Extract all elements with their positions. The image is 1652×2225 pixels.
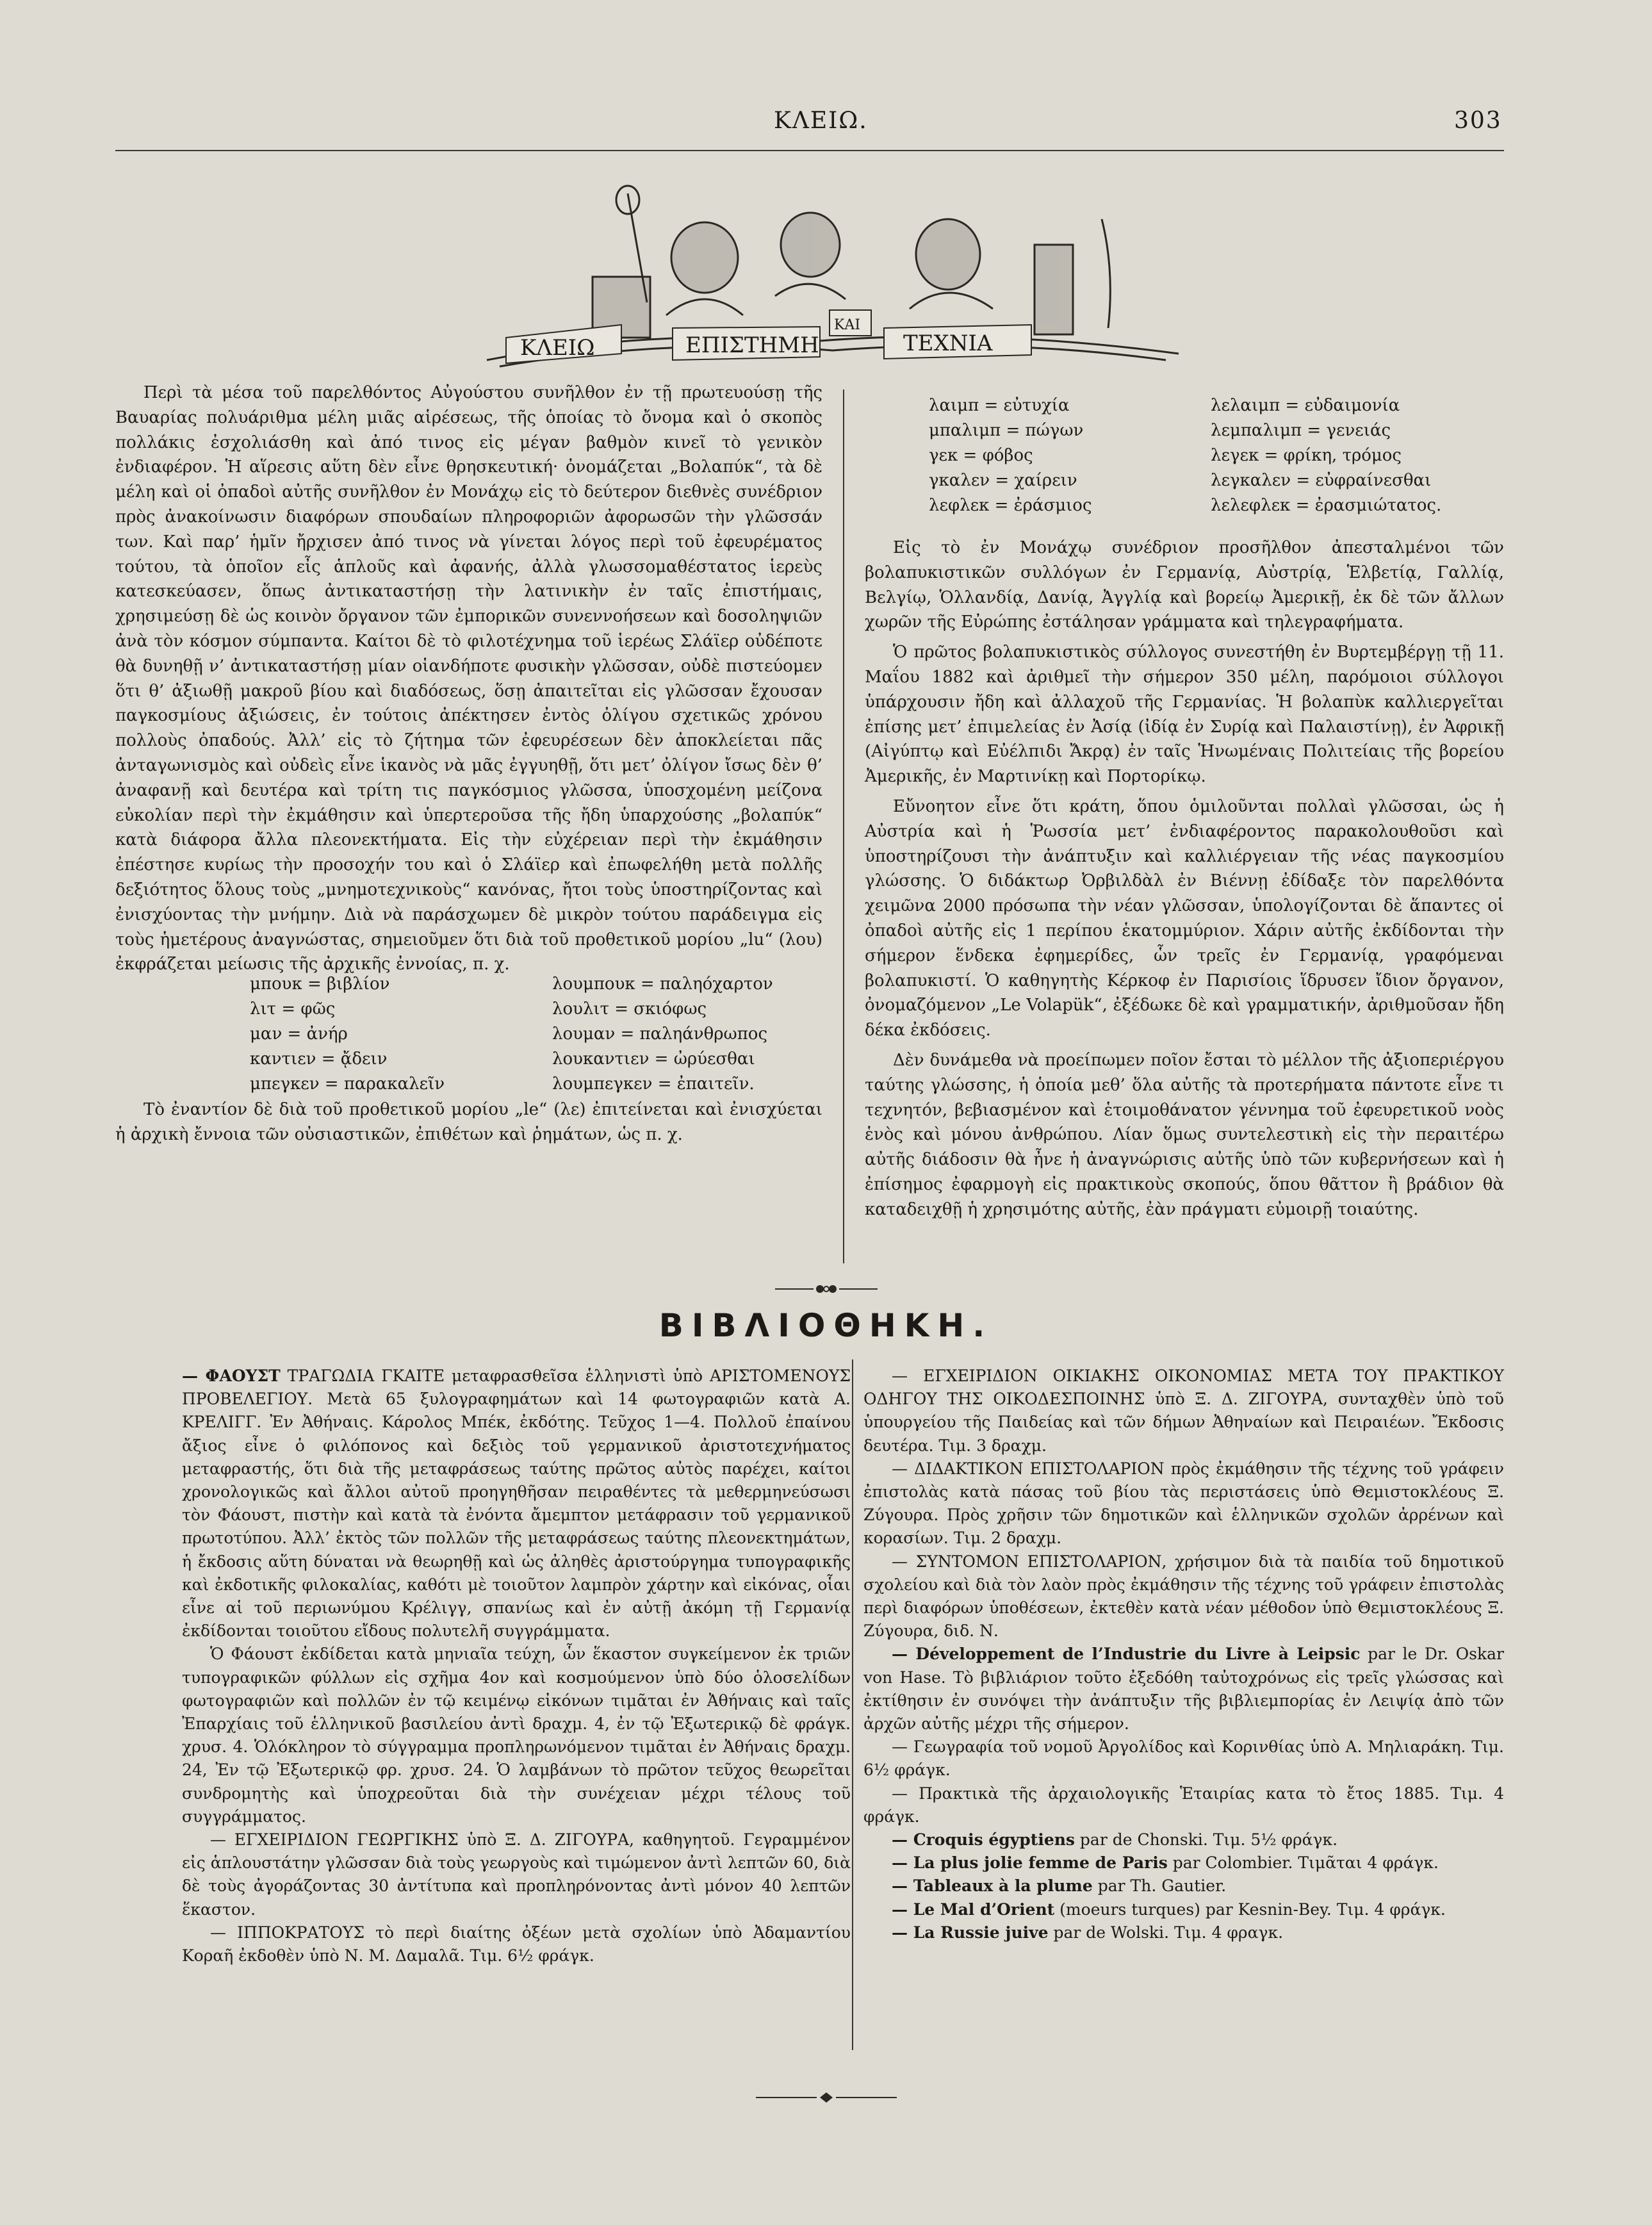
entry-title: — ΦΑΟΥΣΤ	[182, 1367, 281, 1385]
banner-label-art: ΤΕΧΝΙΑ	[903, 331, 993, 356]
ornament-divider	[775, 1279, 878, 1299]
library-entry	[863, 1898, 1504, 1921]
bottom-ornament	[756, 2090, 897, 2105]
wordlist-entry: μπαλιμπ = πώγων	[929, 421, 1084, 440]
wordlist-entry: μαν = ἀνήρ	[250, 1024, 348, 1044]
wordlist-entry: μπουκ = βιβλίον	[250, 974, 390, 994]
entry-title: — La Russie juive	[892, 1923, 1049, 1942]
entry-text: — ΙΠΠΟΚΡΑΤΟΥΣ τὸ περὶ διαίτης ὀξέων μετὰ σχολίων ὑπὸ Ἀδαμαντίου Κοραῆ ἐκδοθὲν ὑπὸ Ν. Μ. Δαμαλᾶ. Τιμ. 6½ φράγκ.	[182, 1923, 851, 1966]
library-entry	[182, 1643, 851, 1828]
library-entry	[863, 1851, 1504, 1875]
article-paragraph: Τὸ ἐναντίον δὲ διὰ τοῦ προθετικοῦ μορίου „le“ (λε) ἐπιτείνεται καὶ ἐνισχύεται ἡ ἀρχικὴ ἔννοια τῶν οὐσιαστικῶν, ἐπιθέτων καὶ ῥημάτων, ὡς π. χ.	[115, 1100, 822, 1144]
wordlist-entry: λεγκαλεν = εὐφραίνεσθαι	[1211, 471, 1432, 490]
wordlist-entry: λουμπουκ = παληόχαρτον	[552, 974, 773, 994]
wordlist-entry: λουκαντιεν = ὠρύεσθαι	[552, 1049, 755, 1069]
library-entry	[863, 1921, 1504, 1944]
library-entry	[182, 1828, 851, 1921]
wordlist-entry: λεμπαλιμπ = γενειάς	[1211, 421, 1391, 440]
entry-title: — La plus jolie femme de Paris	[892, 1853, 1168, 1873]
banner-illustration	[461, 168, 1204, 379]
entry-text: — Πρακτικὰ τῆς ἀρχαιολογικῆς Ἑταιρίας κατα τὸ ἔτος 1885. Τιμ. 4 φράγκ.	[863, 1784, 1504, 1826]
section-title: ΒΙΒΛΙΟΘΗΚΗ.	[658, 1307, 994, 1344]
entry-title: — Le Mal d’Orient	[892, 1900, 1055, 1919]
wordlist-entry: λουμαν = παληάνθρωπος	[552, 1024, 768, 1044]
wordlist-entry: λουλιτ = σκιόφως	[552, 999, 707, 1019]
library-entry	[863, 1365, 1504, 1457]
library-entry	[863, 1643, 1504, 1736]
article-left-column	[115, 381, 822, 977]
banner-label-clio: ΚΛΕΙΩ	[520, 335, 595, 361]
wordlist-entry: λιτ = φῶς	[250, 999, 336, 1019]
wordlist-entry: γεκ = φόβος	[929, 446, 1033, 465]
entry-text: par de Wolski. Τιμ. 4 φραγκ.	[1048, 1923, 1284, 1942]
article-left-after	[115, 1097, 822, 1147]
wordlist-entry: μπεγκεν = παρακαλεῖν	[250, 1074, 445, 1094]
wordlist-entry: λεγεκ = φρίκη, τρόμος	[1211, 446, 1402, 465]
library-entry	[863, 1550, 1504, 1643]
library-entry	[863, 1828, 1504, 1851]
entry-title: — Croquis égyptiens	[892, 1830, 1075, 1850]
entry-text: ΤΡΑΓΩΔΙΑ ΓΚΑΙΤΕ μεταφρασθεῖσα ἑλληνιστὶ ὑπὸ ΑΡΙΣΤΟΜΕΝΟΥΣ ΠΡΟΒΕΛΕΓΙΟΥ. Μετὰ 65 ξυλογραφημάτων καὶ 14 φωτογραφιῶν κατὰ Α. ΚΡΕΛΙΓΓ. Ἐν Ἀθήναις. Κάρολος Μπέκ, ἐκδότης. Τεῦχος 1—4. Πολλοῦ ἐπαίνου ἄξιος εἶνε ὁ φιλόπονος καὶ δεξιὸς τοῦ γερμανικοῦ ἀριστοτεχνήματος μεταφραστής, ὅτι διὰ τῆς μεταφράσεως ταύτης πρῶτος αὐτὸς παρέχει, καίτοι χρονολογικῶς καὶ ἄλλοι αὐτοῦ προηγηθῆσαν πειραθέντες τὰ μεθερμηνεύσωσι τὸν Φάουστ, πιστὴν καὶ κατὰ τὰ ἐνόντα ἄμεμπτον μετάφρασιν τοῦ γερμανικοῦ πρωτοτύπου. Ἀλλ’ ἐκτὸς τῶν πολλῶν τῆς μεταφράσεως ταύτης πλεονεκτημάτων, ἡ ἔκδοσις αὕτη δύναται νὰ θεωρηθῇ καὶ ὡς ἀληθὲς ἀριστούργημα τυπογραφικῆς καὶ ἐκδοτικῆς φιλοκαλίας, καθότι μὲ τοιοῦτον λαμπρὸν χάρτην καὶ εἰκόνας, οἷαι εἶνε αἱ τοῦ περιωνύμου Κρέλιγγ, σπανίως καὶ ἐν αὐτῇ ἀκόμη τῇ Γερμανίᾳ ἐκδίδονται τοιοῦτου εἴδους πολυτελῆ συγγράμματα.	[182, 1367, 851, 1641]
wordlist-entry: λεφλεκ = ἐράσμιος	[929, 496, 1092, 515]
entry-title: — Tableaux à la plume	[892, 1876, 1093, 1896]
entry-title: — Développement de l’Industrie du Livre à Leipsic	[892, 1645, 1361, 1664]
article-paragraph: Ὁ πρῶτος βολαπυκιστικὸς σύλλογος συνεστήθη ἐν Βυρτεμβέργῃ τῇ 11. Μαΐου 1882 καὶ ἀριθμεῖ τὴν σήμερον 350 μέλη, παρόμοιοι σύλλογοι ὑπάρχουσιν ἤδη καὶ ἀλλαχοῦ τῆς Γερμανίας. Ἡ βολαπὺκ καλλιεργεῖται ἐπίσης μετ’ ἐπιμελείας ἐν Ἀσίᾳ (ἰδίᾳ ἐν Συρίᾳ καὶ Παλαιστίνῃ), ἐν Ἀφρικῇ (Αἰγύπτῳ καὶ Εὐέλπιδι Ἄκρᾳ) ἐν ταῖς Ἡνωμέναις Πολιτείαις τῆς βορείου Ἀμερικῆς, ἐν Μαρτινίκῃ καὶ Πορτορίκῳ.	[865, 643, 1504, 787]
library-left-column	[182, 1365, 851, 1967]
wordlist-entry: γκαλεν = χαίρειν	[929, 471, 1077, 490]
entry-text: — ΕΓΧΕΙΡΙΔΙΟΝ ΟΙΚΙΑΚΗΣ ΟΙΚΟΝΟΜΙΑΣ ΜΕΤΑ ΤΟΥ ΠΡΑΚΤΙΚΟΥ ΟΔΗΓΟΥ ΤΗΣ ΟΙΚΟΔΕΣΠΟΙΝΗΣ ὑπὸ Ξ. Δ. ΖΙΓΟΥΡΑ, συνταχθὲν ὑπὸ τοῦ ὑπουργείου τῆς Παιδείας καὶ τῶν δήμων Ἀθηναίων καὶ Πειραιέων. Ἔκδοσις δευτέρα. Τιμ. 3 δραχμ.	[863, 1367, 1504, 1455]
library-entry	[863, 1736, 1504, 1782]
article-paragraph: Εἰς τὸ ἐν Μονάχῳ συνέδριον προσῆλθον ἀπεσταλμένοι τῶν βολαπυκιστικῶν συλλόγων ἐν Γερμανίᾳ, Αὐστρίᾳ, Ἑλβετίᾳ, Γαλλίᾳ, Βελγίῳ, Ὁλλανδίᾳ, Δανίᾳ, Ἀγγλίᾳ καὶ βορείῳ Ἀμερικῇ, ἐκ δὲ τῶν ἄλλων χωρῶν τῆς Εὐρώπης ἐστάλησαν γράμματα καὶ τηλεγραφήματα.	[865, 538, 1504, 632]
wordlist-le	[865, 393, 1504, 519]
entry-text: — ΣΥΝΤΟΜΟΝ ΕΠΙΣΤΟΛΑΡΙΟΝ, χρήσιμον διὰ τὰ παιδία τοῦ δημοτικοῦ σχολείου καὶ διὰ τὸν λαὸν πρὸς ἐκμάθησιν τῆς τέχνης τοῦ γράφειν ἐπιστολὰς περὶ διαφόρων ὑποθέσεων, ἐκτεθὲν κατὰ νέαν μέθοδον ὑπὸ Θεμιστοκλέους Ξ. Ζύγουρα, διδ. Ν.	[863, 1552, 1504, 1641]
wordlist-lu	[115, 972, 822, 1097]
banner-label-science: ΕΠΙΣΤΗΜΗ	[685, 333, 819, 358]
library-entry	[863, 1782, 1504, 1828]
library-entry	[863, 1875, 1504, 1898]
library-entry	[863, 1457, 1504, 1550]
library-entry	[182, 1365, 851, 1643]
entry-text: (moeurs turques) par Kesnin-Bey. Τιμ. 4 φράγκ.	[1054, 1900, 1446, 1919]
header-rule	[115, 150, 1504, 151]
wordlist-entry: λελεφλεκ = ἐρασμιώτατος.	[1211, 496, 1442, 515]
banner-label-and: ΚΑΙ	[834, 317, 861, 333]
entry-text: — Γεωγραφία τοῦ νομοῦ Ἀργολίδος καὶ Κορινθίας ὑπὸ Α. Μηλιαράκη. Τιμ. 6½ φράγκ.	[863, 1737, 1504, 1780]
wordlist-entry: λαιμπ = εὐτυχία	[929, 396, 1070, 415]
entry-text: — ΔΙΔΑΚΤΙΚΟΝ ΕΠΙΣΤΟΛΑΡΙΟΝ πρὸς ἐκμάθησιν τῆς τέχνης τοῦ γράφειν ἐπιστολὰς κατὰ πάσας τοῦ βίου τὰς περιστάσεις ὑπὸ Θεμιστοκλέους Ξ. Ζύγουρα. Πρὸς χρῆσιν τῶν δημοτικῶν καὶ ἑλληνικῶν σχολῶν ἀρρένων καὶ κορασίων. Τιμ. 2 δραχμ.	[863, 1459, 1504, 1548]
entry-text: — ΕΓΧΕΙΡΙΔΙΟΝ ΓΕΩΡΓΙΚΗΣ ὑπὸ Ξ. Δ. ΖΙΓΟΥΡΑ, καθηγητοῦ. Γεγραμμένον εἰς ἁπλουστάτην γλῶσσαν διὰ τοὺς γεωργοὺς καὶ τιμώμενον ἀντὶ λεπτῶν 60, διὰ δὲ τοὺς ἀγοράζοντας 30 ἀντίτυπα καὶ προπληρόνοντας ἀντὶ μόνον 40 λεπτῶν ἕκαστον.	[182, 1830, 851, 1919]
library-column-divider	[852, 1359, 853, 2050]
entry-text: Ὁ Φάουστ ἐκδίδεται κατὰ μηνιαῖα τεύχη, ὧν ἕκαστον συγκείμενον ἐκ τριῶν τυπογραφικῶν φύλλων εἰς σχῆμα 4ον καὶ κοσμούμενον ὑπὸ δύο ὁλοσελίδων φωτογραφιῶν καὶ πολλῶν ἐν τῷ κειμένῳ εἰκόνων τιμᾶται ἐν Ἀθήναις καὶ ταῖς Ἐπαρχίαις τοῦ ἑλληνικοῦ βασιλείου ἀντὶ δραχμ. 4, ἐν τῷ Ἐξωτερικῷ δὲ φράγκ. χρυσ. 4. Ὁλόκληρον τὸ σύγγραμμα προπληρωνόμενον τιμᾶται ἐν Ἀθήναις δραχμ. 24, Ἐν τῷ Ἐξωτερικῷ φρ. χρυσ. 24. Ὁ λαμβάνων τὸ πρῶτον τεῦχος θεωρεῖται συνδρομητὴς καὶ ὑποχρεοῦται διὰ τὴν συνέχειαν μέχρι τέλους τοῦ συγγράμματος.	[182, 1645, 851, 1826]
column-divider	[843, 390, 844, 1263]
article-paragraph: Περὶ τὰ μέσα τοῦ παρελθόντος Αὐγούστου συνῆλθον ἐν τῇ πρωτευούσῃ τῆς Βαυαρίας πολυάριθμα μέλη μιᾶς αἱρέσεως, τῆς ὁποίας τὸ ὄνομα καὶ ὁ σκοπὸς πολλάκις ἐσχολιάσθη καὶ ἀπό τινος εἰς μέγαν βαθμὸν κινεῖ τὸ γενικὸν ἐνδιαφέρον. Ἡ αἵρεσις αὕτη δὲν εἶνε θρησκευτική· ὀνομάζεται „Βολαπύκ“, τὰ δὲ μέλη καὶ οἱ ὀπαδοὶ αὐτῆς συνῆλθον ἐν Μονάχῳ εἰς τὸ δεύτερον διεθνὲς συνέδριον πρὸς ἀνακοίνωσιν διαφόρων σπουδαίων πληροφοριῶν ἀφορωσῶν τὴν γλῶσσάν των. Καὶ παρ’ ἡμῖν ἤρχισεν ἀπό τινος νὰ γίνεται λόγος περὶ τοῦ ἐφευρέματος τούτου, τὰ ὁποῖον εἶς ἁπλοῦς καὶ ἀφανής, ἀλλὰ γλωσσομαθέστατος ἱερεὺς κατεσκεύασεν, ὅπως ἀντικαταστήσῃ τὴν λατινικὴν ἐν ταῖς ἐπιστήμαις, χρησιμεύσῃ δὲ ὡς κοινὸν ὄργανον τῶν ἐμπορικῶν συνεννοήσεων καὶ δοσοληψιῶν ἀνὰ τὸν κόσμον σύμπαντα. Καίτοι δὲ τὸ φιλοτέχνημα τοῦ ἱερέως Σλάϊερ οὐδέποτε θὰ δυνηθῇ ν’ ἀντικαταστήσῃ μίαν οἱανδήποτε φυσικὴν γλῶσσαν, οὐδὲ πιστεύομεν ὅτι θ’ ἀξιωθῇ μακροῦ βίου καὶ διαδόσεως, ὅσῃ ἀπαιτεῖται εἰς γλῶσσαν ἔχουσαν παγκοσμίους ἀξιώσεις, ἐν τούτοις ἀπέκτησεν ἐντὸς ὀλίγου σχετικῶς χρόνου πολλοὺς ὀπαδούς. Ἀλλ’ εἰς τὸ ζήτημα τῶν ἐφευρέσεων δὲν ἀποκλείεται πᾶς ἀνταγωνισμὸς καὶ οὐδεὶς εἶνε ἱκανὸς νὰ μᾶς ἐγγυηθῇ, ὅτι μετ’ ὀλίγον ἴσως δὲν θ’ ἀναφανῇ καὶ δευτέρα καὶ τρίτη τις παγκόσμιος γλῶσσα, ὑποσχομένη μείζονα εὐκολίαν περὶ τὴν ἐκμάθησιν καὶ ὑπερτεροῦσα τῆς ἤδη ὑπαρχούσης „βολαπύκ“ κατὰ διάφορα ἄλλα πλεονεκτήματα. Εἰς τὴν εὐχέρειαν περὶ τὴν ἐκμάθησιν ἐπέστησε κυρίως τὴν προσοχήν του καὶ ὁ Σλάϊερ καὶ ἐπωφελήθη μετὰ πολλῆς δεξιότητος ὅλους τοὺς „μνημοτεχνικοὺς“ κανόνας, ἤτοι τοὺς ὑποστηρίζοντας καὶ ἐνισχύοντας τὴν μνήμην. Διὰ νὰ παράσχωμεν δὲ μικρὸν τούτου παράδειγμα εἰς τοὺς ἡμετέρους ἀναγνώστας, σημειοῦμεν ὅτι διὰ τοῦ προθετικοῦ μορίου „lu“ (λου) ἐκφράζεται μείωσις τῆς ἀρχικῆς ἐννοίας, π. χ.	[115, 383, 822, 974]
article-right-column	[865, 536, 1504, 1222]
page-number: 303	[1454, 108, 1502, 134]
wordlist-entry: καντιεν = ᾄδειν	[250, 1049, 388, 1069]
entry-text: par Th. Gautier.	[1092, 1876, 1227, 1896]
wordlist-entry: λουμπεγκεν = ἐπαιτεῖν.	[552, 1074, 755, 1094]
article-paragraph: Εὔνοητον εἶνε ὅτι κράτη, ὅπου ὁμιλοῦνται πολλαὶ γλῶσσαι, ὡς ἡ Αὐστρία καὶ ἡ Ῥωσσία μετ’ ἐνδιαφέροντος παρακολουθοῦσι καὶ ὑποστηρίζουσι τὴν ἀνάπτυξιν καὶ καλλιέργειαν τῆς νέας παγκοσμίου γλώσσης. Ὁ διδάκτωρ Ὀρβιλδὰλ ἐν Βιέννῃ ἐδίδαξε τὸν παρελθόντα χειμῶνα 2000 πρόσωπα τὴν νέαν γλῶσσαν, ὑπολογίζονται δὲ ἅπαντες οἱ ὀπαδοὶ αὐτῆς εἰς 1 περίπου ἑκατομμύριον. Χάριν αὐτῆς ἐκδίδονται τὴν σήμερον ἕνδεκα ἐφημερίδες, ὧν τρεῖς ἐν Γερμανίᾳ, γραφόμεναι βολαπυκιστί. Ὁ καθηγητὴς Κέρκοφ ἐν Παρισίοις ἵδρυσεν ἴδιον ὄργανον, ὀνομαζόμενον „Le Volapük“, ἐξέδωκε δὲ καὶ γραμματικήν, ἀριθμοῦσαν ἤδη δέκα ἐκδόσεις.	[865, 796, 1504, 1040]
entry-text: par Colombier. Τιμᾶται 4 φράγκ.	[1167, 1853, 1439, 1873]
entry-text: par de Chonski. Τιμ. 5½ φράγκ.	[1074, 1830, 1338, 1850]
running-head-title: ΚΛΕΙΩ.	[774, 108, 868, 134]
library-right-column	[863, 1365, 1504, 1944]
article-paragraph: Δὲν δυνάμεθα νὰ προείπωμεν ποῖον ἔσται τὸ μέλλον τῆς ἀξιοπεριέργου ταύτης γλώσσης, ἡ ὁποία μεθ’ ὅλα αὐτῆς τὰ προτερήματα πάντοτε εἶνε τι τεχνητόν, βεβιασμένον καὶ ἑτοιμοθάνατον γέννημα τοῦ ἐφευρετικοῦ νοὸς ἑνὸς καὶ μόνου ἀνθρώπου. Λίαν ὅμως συντελεστικὴ εἰς τὴν περαιτέρω αὐτῆς διάδοσιν θὰ ἦνε ἡ ἀναγνώρισις αὐτῆς ὑπὸ τῶν κυβερνήσεων καὶ ἡ ἐπίσημος ἐφαρμογὴ εἰς πρακτικοὺς σκοπούς, ὅπου θᾶττον ἢ βράδιον θὰ καταδειχθῇ ἡ χρησιμότης αὐτῆς, ἐὰν πράγματι εὐμοιρῇ τοιαύτης.	[865, 1050, 1504, 1219]
library-entry	[182, 1921, 851, 1967]
wordlist-entry: λελαιμπ = εὐδαιμονία	[1211, 396, 1400, 415]
entry-text: par le Dr. Oskar von Hase. Τὸ βιβλιάριον τοῦτο ἐξεδόθη ταὐτοχρόνως εἰς τρεῖς γλώσσας καὶ ἐκτίθησιν ἐν συνόψει τὴν ἀνάπτυξιν τῆς βιβλιεμπορίας ἐν Λειψίᾳ ἀπὸ τῶν ἀρχῶν αὐτῆς μέχρι τῆς σήμερον.	[863, 1645, 1504, 1734]
